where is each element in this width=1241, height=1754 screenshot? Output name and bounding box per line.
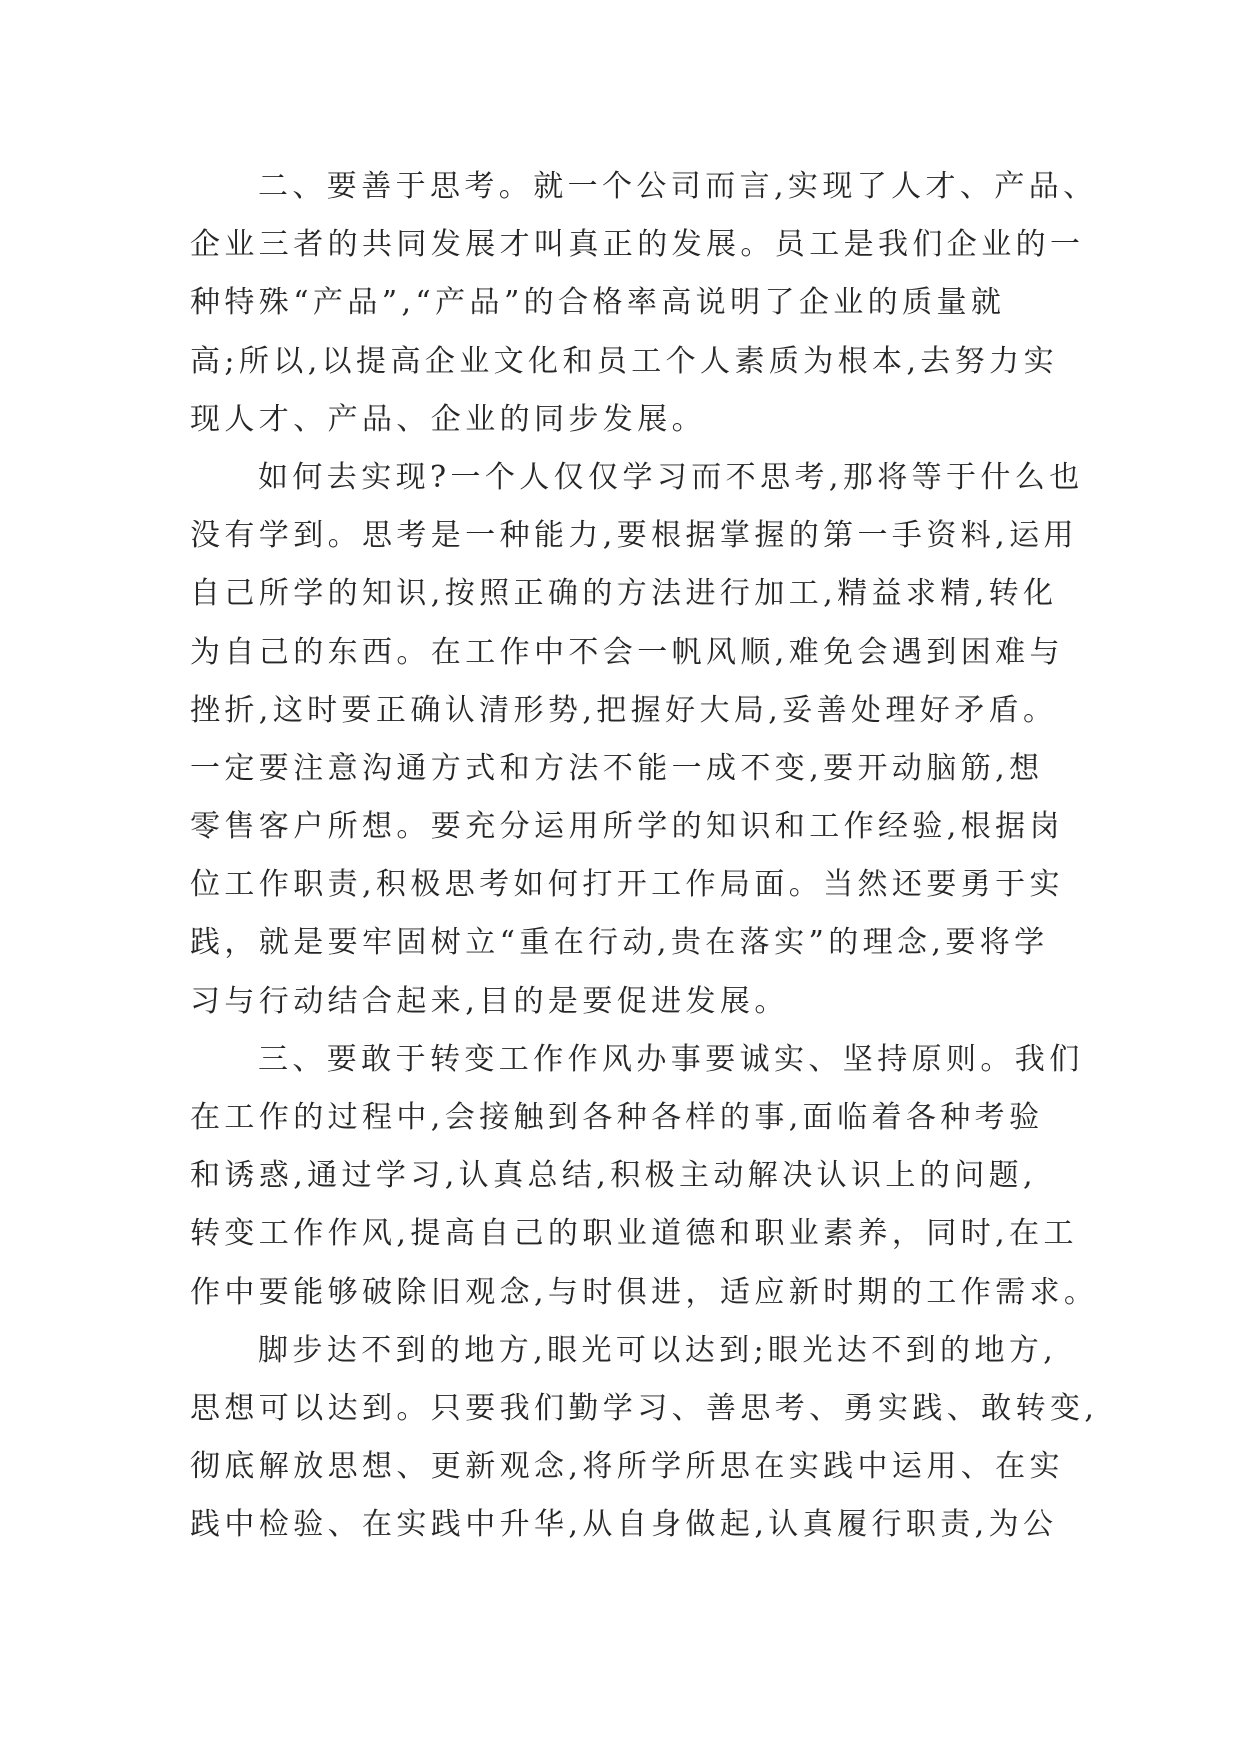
text-line: 彻底解放思想、更新观念,将所学所思在实践中运用、在实	[190, 1449, 1064, 1485]
text-line: 一定要注意沟通方式和方法不能一成不变,要开动脑筋,想	[190, 750, 1044, 786]
paragraph-first-line: 脚步达不到的地方,眼光可以达到;眼光达不到的地方,	[258, 1332, 1058, 1368]
body-text	[190, 158, 1099, 1555]
text-line: 作中要能够破除旧观念,与时俱进，适应新时期的工作需求。	[190, 1274, 1099, 1310]
paragraph-first-line: 二、要善于思考。就一个公司而言,实现了人才、产品、	[258, 169, 1098, 204]
text-line: 零售客户所想。要充分运用所学的知识和工作经验,根据岗	[190, 809, 1064, 845]
text-line: 和诱惑,通过学习,认真总结,积极主动解决认识上的问题,	[190, 1158, 1037, 1194]
text-line: 思想可以达到。只要我们勤学习、善思考、勇实践、敢转变,	[190, 1390, 1099, 1426]
text-line: 高;所以,以提高企业文化和员工个人素质为根本,去努力实	[190, 343, 1058, 379]
text-line: 在工作的过程中,会接触到各种各样的事,面临着各种考验	[190, 1100, 1044, 1135]
text-line: 转变工作作风,提高自己的职业道德和职业素养，同时,在工	[190, 1216, 1078, 1252]
paragraph-first-line: 如何去实现?一个人仅仅学习而不思考,那将等于什么也	[258, 459, 1084, 495]
text-line: 企业三者的共同发展才叫真正的发展。员工是我们企业的一	[190, 227, 1085, 263]
text-line: 现人才、产品、企业的同步发展。	[190, 401, 706, 437]
text-line: 践，就是要牢固树立“重在行动,贵在落实”的理念,要将学	[190, 925, 1049, 961]
text-line: 习与行动结合起来,目的是要促进发展。	[190, 983, 789, 1019]
text-line: 自己所学的知识,按照正确的方法进行加工,精益求精,转化	[190, 576, 1058, 612]
text-line: 种特殊“产品”,“产品”的合格率高说明了企业的质量就	[190, 285, 1006, 321]
paragraph-first-line: 三、要敢于转变工作作风办事要诚实、坚持原则。我们	[258, 1041, 1084, 1077]
text-line: 挫折,这时要正确认清形势,把握好大局,妥善处理好矛盾。	[190, 692, 1058, 728]
text-line: 没有学到。思考是一种能力,要根据掌握的第一手资料,运用	[190, 518, 1078, 554]
text-line: 为自己的东西。在工作中不会一帆风顺,难免会遇到困难与	[190, 634, 1064, 670]
text-line: 践中检验、在实践中升华,从自身做起,认真履行职责,为公	[190, 1507, 1058, 1543]
text-line: 位工作职责,积极思考如何打开工作局面。当然还要勇于实	[190, 867, 1064, 903]
